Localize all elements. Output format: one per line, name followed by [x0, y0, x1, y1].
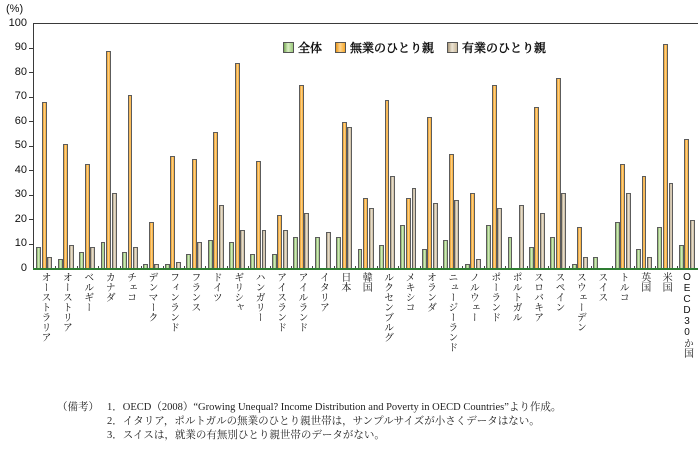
x-axis-category-text: イタリア: [317, 272, 329, 312]
bar-全体-ニュージーランド: [443, 240, 448, 269]
x-axis-category-text: スペイン: [553, 272, 565, 312]
x-axis-category-label: [654, 272, 675, 292]
x-axis-category-label: [419, 272, 440, 312]
x-axis-category-label: [290, 272, 311, 332]
bar-有業のひとり親-アイルランド: [304, 213, 309, 269]
bar-有業のひとり親-オランダ: [433, 203, 438, 269]
bar-有業のひとり親-ポルトガル: [519, 205, 524, 269]
x-axis-category-label: [461, 272, 482, 322]
bar-全体-イタリア: [315, 237, 320, 269]
legend-swatch-icon: [335, 42, 346, 53]
bar-有業のひとり親-ベルギー: [90, 247, 95, 269]
bar-無業のひとり親-オーストラリア: [42, 102, 47, 269]
x-axis-category-text: カナダ: [103, 272, 115, 302]
x-axis-category-text: ベルギー: [81, 272, 93, 312]
bar-無業のひとり親-スロバキア: [534, 107, 539, 269]
legend-item: [283, 39, 322, 56]
x-axis-category-label: [547, 272, 568, 312]
x-axis-category-text: アイスランド: [274, 272, 286, 332]
bar-有業のひとり親-ドイツ: [219, 205, 224, 269]
bar-全体-トルコ: [615, 222, 620, 269]
x-axis-category-text: デンマーク: [146, 272, 158, 322]
y-axis-tick-label: 60: [14, 114, 27, 127]
x-axis-category-text: チェコ: [124, 272, 136, 302]
bar-全体-OECD30か国: [679, 245, 684, 270]
bar-全体-カナダ: [101, 242, 106, 269]
x-axis-category-text: ポルトガル: [510, 272, 522, 322]
bar-無業のひとり親-スペイン: [556, 78, 561, 269]
bar-無業のひとり親-ルクセンブルグ: [385, 100, 390, 269]
legend-item: [447, 39, 546, 56]
bar-全体-ポーランド: [486, 225, 491, 269]
y-axis-tick-label: 20: [14, 212, 27, 225]
bar-有業のひとり親-イタリア: [326, 232, 331, 269]
bar-全体-スペイン: [550, 237, 555, 269]
bar-有業のひとり親-ハンガリー: [262, 230, 267, 269]
bar-全体-ドイツ: [208, 240, 213, 269]
x-axis-category-label: [333, 272, 354, 292]
x-axis-category-text: ポーランド: [488, 272, 500, 322]
x-axis-category-label: [162, 272, 183, 332]
footnote-line: 3．スイスは，就業の有無別ひとり親世帯のデータがない。: [107, 430, 385, 441]
x-axis-category-text: トルコ: [617, 272, 629, 302]
x-axis-category-text: アイルランド: [295, 272, 307, 332]
bar-全体-ギリシャ: [229, 242, 234, 269]
footnote-prefix: （備考）: [57, 402, 99, 413]
x-axis-category-label: [183, 272, 204, 312]
bar-無業のひとり親-韓国: [363, 198, 368, 269]
bar-有業のひとり親-オーストリア: [69, 245, 74, 270]
bar-無業のひとり親-オランダ: [427, 117, 432, 269]
y-axis-tick-label: 100: [8, 16, 27, 29]
x-axis-category-label: [76, 272, 97, 312]
legend-item: [335, 39, 434, 56]
x-axis-category-text: OECD30か国: [681, 272, 693, 358]
y-axis-unit-label: (%): [6, 3, 24, 15]
footnote-line: 1．OECD（2008）“Growing Unequal? Income Distribution and Poverty in OECD Countries”より作成。: [107, 402, 562, 413]
bar-全体-オーストラリア: [36, 247, 41, 269]
x-axis-category-label: [397, 272, 418, 312]
bar-全体-メキシコ: [400, 225, 405, 269]
bar-全体-日本: [336, 237, 341, 269]
bar-無業のひとり親-OECD30か国: [684, 139, 689, 269]
bar-無業のひとり親-メキシコ: [406, 198, 411, 269]
x-axis-category-label: [119, 272, 140, 302]
x-axis-category-text: ハンガリー: [253, 272, 265, 322]
x-axis-category-label: [311, 272, 332, 312]
y-axis-tick-label: 80: [14, 65, 27, 78]
bar-無業のひとり親-オーストリア: [63, 144, 68, 269]
legend-label: 無業のひとり親: [350, 41, 435, 55]
x-axis-category-label: [97, 272, 118, 302]
x-axis-category-text: ギリシャ: [231, 272, 243, 312]
bar-全体-米国: [657, 227, 662, 269]
footnote-line: 2．イタリア，ポルトガルの無業のひとり親世帯は，サンプルサイズが小さくデータはない。: [107, 416, 540, 427]
bar-無業のひとり親-アイルランド: [299, 85, 304, 269]
y-axis-tick-label: 10: [14, 237, 27, 249]
bar-有業のひとり親-韓国: [369, 208, 374, 269]
bar-無業のひとり親-ハンガリー: [256, 161, 261, 269]
x-axis-category-text: 英国: [638, 272, 650, 292]
x-axis-category-label: [376, 272, 397, 342]
bar-有業のひとり親-ニュージーランド: [454, 200, 459, 269]
y-axis-tick-label: 40: [14, 163, 27, 176]
bar-無業のひとり親-カナダ: [106, 51, 111, 269]
bar-無業のひとり親-ドイツ: [213, 132, 218, 269]
y-axis-tick-label: 70: [14, 90, 27, 102]
legend-label: 有業のひとり親: [462, 41, 547, 55]
bar-無業のひとり親-ギリシャ: [235, 63, 240, 269]
x-axis-category-label: [676, 272, 697, 358]
x-axis-category-text: スウェーデン: [574, 272, 586, 332]
y-axis-tick-label: 0: [20, 261, 27, 274]
bar-無業のひとり親-チェコ: [128, 95, 133, 269]
bar-無業のひとり親-デンマーク: [149, 222, 154, 269]
x-axis-category-text: フィンランド: [167, 272, 179, 332]
bar-有業のひとり親-フランス: [197, 242, 202, 269]
x-axis-category-text: オーストラリア: [38, 272, 50, 342]
bar-全体-フランス: [186, 254, 191, 269]
x-axis-category-label: [504, 272, 525, 322]
x-axis-category-label: [568, 272, 589, 332]
bar-無業のひとり親-ポーランド: [492, 85, 497, 269]
x-axis-category-text: フランス: [188, 272, 200, 312]
bar-全体-アイルランド: [293, 237, 298, 269]
x-axis-category-text: オーストリア: [60, 272, 72, 332]
x-axis-category-text: メキシコ: [403, 272, 415, 312]
footnotes: [57, 401, 697, 443]
x-axis-category-label: [611, 272, 632, 302]
bar-有業のひとり親-スロバキア: [540, 213, 545, 269]
legend: [283, 39, 546, 56]
x-axis-category-text: 韓国: [360, 272, 372, 292]
x-axis-category-label: [526, 272, 547, 322]
x-axis-category-text: ノルウェー: [467, 272, 479, 322]
bar-全体-チェコ: [122, 252, 127, 269]
bar-無業のひとり親-トルコ: [620, 164, 625, 269]
x-axis-category-label: [226, 272, 247, 312]
x-axis-category-label: [247, 272, 268, 322]
x-axis-category-text: ニュージーランド: [445, 272, 457, 352]
x-axis-category-text: 日本: [338, 272, 350, 292]
bar-有業のひとり親-スペイン: [561, 193, 566, 269]
bar-有業のひとり親-OECD30か国: [690, 220, 695, 269]
footnote-lines: [107, 401, 561, 443]
legend-label: 全体: [298, 41, 323, 55]
bar-全体-英国: [636, 249, 641, 269]
x-axis-category-label: [54, 272, 75, 332]
plot-area: [33, 23, 698, 269]
x-axis-category-label: [590, 272, 611, 302]
y-axis-tick-label: 30: [14, 188, 27, 200]
x-axis-category-label: [633, 272, 654, 292]
bar-無業のひとり親-ベルギー: [85, 164, 90, 269]
bar-有業のひとり親-ポーランド: [497, 208, 502, 269]
bar-無業のひとり親-日本: [342, 122, 347, 269]
x-axis-category-label: [33, 272, 54, 342]
bar-無業のひとり親-ノルウェー: [470, 193, 475, 269]
legend-swatch-icon: [283, 42, 294, 53]
x-axis-baseline: [33, 268, 698, 270]
bar-無業のひとり親-フランス: [192, 159, 197, 269]
bar-有業のひとり親-アイスランド: [283, 230, 288, 269]
x-axis-category-text: ドイツ: [210, 272, 222, 302]
legend-swatch-icon: [447, 42, 458, 53]
bar-全体-アイスランド: [272, 254, 277, 269]
bar-全体-ベルギー: [79, 252, 84, 269]
y-axis-tick-label: 90: [14, 41, 27, 53]
x-axis-category-text: オランダ: [424, 272, 436, 312]
x-axis-category-label: [483, 272, 504, 322]
x-axis-category-label: [204, 272, 225, 302]
bar-有業のひとり親-チェコ: [133, 247, 138, 269]
x-axis-category-text: スロバキア: [531, 272, 543, 322]
bar-無業のひとり親-アイスランド: [277, 215, 282, 269]
x-axis-category-label: [440, 272, 461, 352]
bar-全体-オランダ: [422, 249, 427, 269]
bar-無業のひとり親-米国: [663, 44, 668, 269]
bar-有業のひとり親-ルクセンブルグ: [390, 176, 395, 269]
bar-全体-ポルトガル: [508, 237, 513, 269]
x-axis-category-label: [140, 272, 161, 322]
x-axis-category-label: [269, 272, 290, 332]
bar-全体-ルクセンブルグ: [379, 245, 384, 270]
bar-有業のひとり親-トルコ: [626, 193, 631, 269]
bar-無業のひとり親-ニュージーランド: [449, 154, 454, 269]
bar-全体-スロバキア: [529, 247, 534, 269]
bar-有業のひとり親-ギリシャ: [240, 230, 245, 269]
bar-有業のひとり親-メキシコ: [412, 188, 417, 269]
x-axis-category-text: 米国: [660, 272, 672, 292]
bar-無業のひとり親-フィンランド: [170, 156, 175, 269]
bar-有業のひとり親-日本: [347, 127, 352, 269]
x-axis-category-label: [354, 272, 375, 292]
y-axis-tick-label: 50: [14, 139, 27, 151]
bar-有業のひとり親-米国: [669, 183, 674, 269]
bar-全体-韓国: [358, 249, 363, 269]
bar-全体-ハンガリー: [250, 254, 255, 269]
bar-無業のひとり親-スウェーデン: [577, 227, 582, 269]
bar-無業のひとり親-英国: [642, 176, 647, 269]
bar-有業のひとり親-カナダ: [112, 193, 117, 269]
x-axis-category-text: ルクセンブルグ: [381, 272, 393, 342]
x-axis-category-text: スイス: [595, 272, 607, 302]
